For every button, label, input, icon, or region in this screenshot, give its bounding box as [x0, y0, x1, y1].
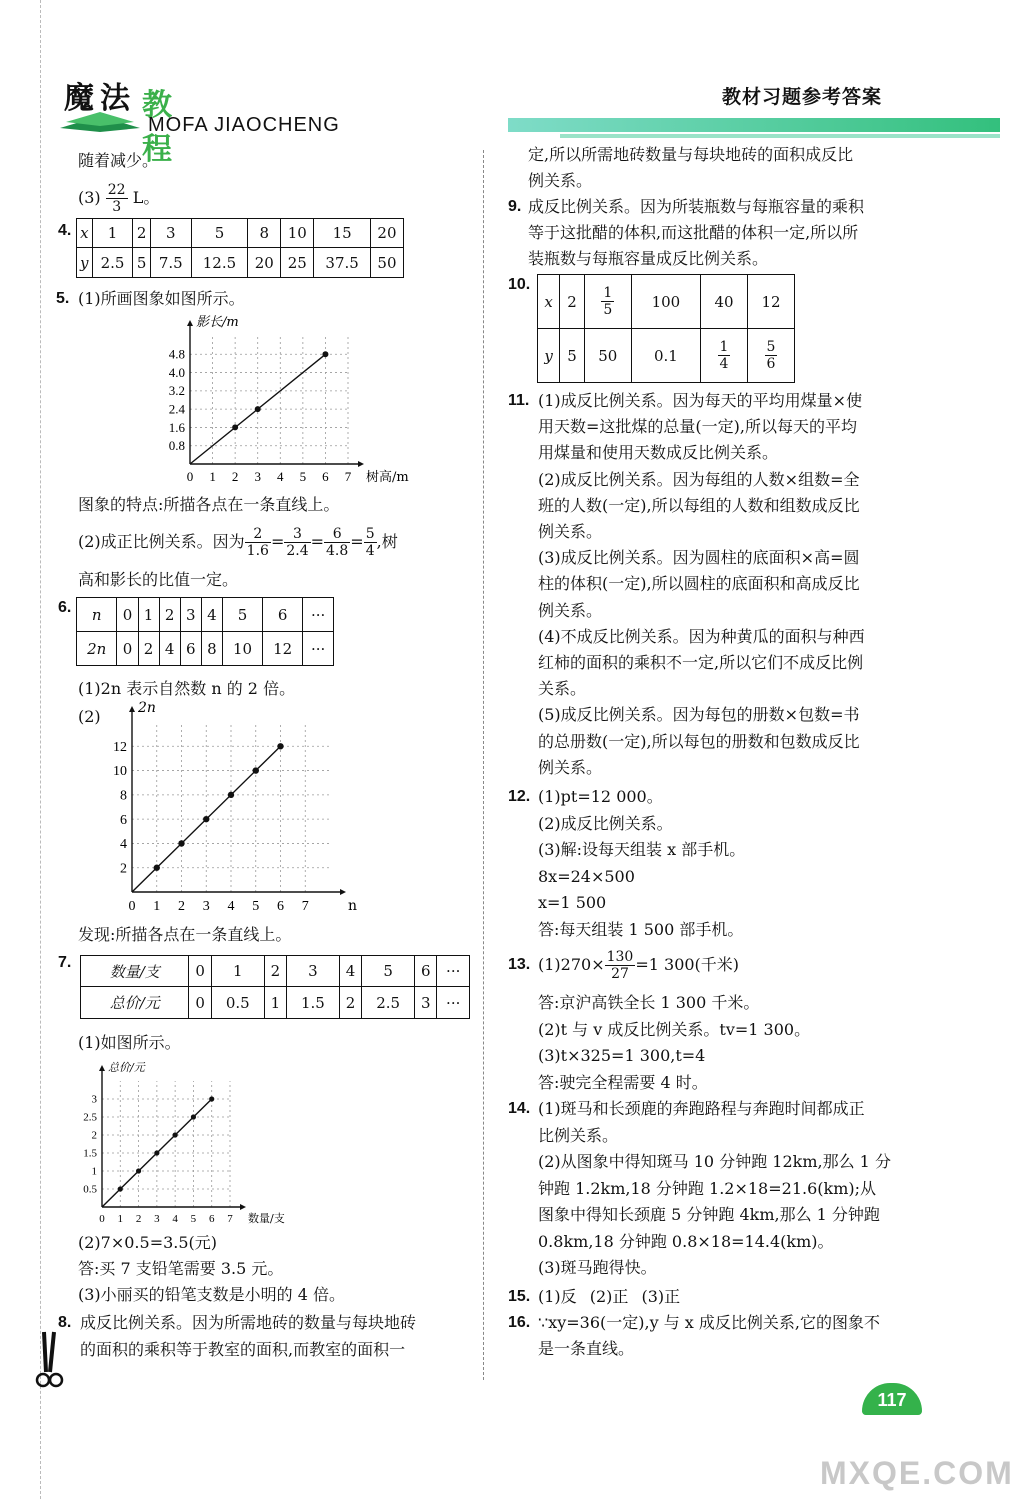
q13-frac-den: 27	[611, 966, 629, 982]
q15-number: 15.	[508, 1288, 531, 1305]
q5-part2	[78, 520, 398, 564]
table-cell: 2.5	[362, 987, 415, 1019]
x-tick-label: 6	[322, 469, 329, 484]
table-fraction	[601, 285, 614, 318]
table-cell: 25	[281, 248, 314, 278]
row-header-cell: 数量/支	[81, 956, 189, 987]
q13-part1	[538, 944, 739, 986]
table-cell: 2	[133, 219, 150, 248]
q13-line: 答:京沪高铁全长 1 300 千米。	[538, 993, 760, 1012]
table-cell: 1	[211, 956, 264, 987]
q14-line: (2)从图象中得知斑马 10 分钟跑 12km,那么 1 分	[538, 1152, 891, 1171]
y-tick-label: 0.5	[83, 1183, 97, 1196]
x-tick-label: 3	[254, 469, 261, 484]
q12-line: (2)成反比例关系。	[538, 813, 673, 833]
q5-number: 5.	[56, 290, 70, 307]
x-tick-label: 2	[178, 899, 185, 914]
page-title: 教材习题参考答案	[721, 86, 882, 108]
table-cell: 3	[415, 987, 437, 1019]
table-cell: 40	[701, 275, 748, 329]
equals-sign: =	[350, 532, 364, 551]
q3-unit: L。	[132, 188, 160, 207]
q10-table	[537, 274, 795, 383]
table-cell: 0	[117, 632, 138, 666]
q5-fraction	[364, 526, 377, 559]
data-point	[173, 1132, 178, 1137]
row-header-cell: n	[77, 598, 117, 632]
logo-text-en: MOFA JIAOCHENG	[148, 114, 340, 136]
x-axis-arrow	[358, 461, 364, 467]
binding-margin-line	[40, 0, 41, 1499]
svg-text:法: 法	[100, 81, 130, 116]
q13-fraction	[605, 949, 636, 982]
table-cell: 0	[189, 956, 211, 987]
table-cell: 10	[222, 632, 262, 666]
x-tick-label: 0	[128, 899, 136, 914]
q11-line: 柱的体积(一定),所以圆柱的底面积和高成反比	[538, 574, 860, 594]
q7-part1: (1)如图所示。	[78, 1033, 181, 1052]
frac-num: 5	[766, 339, 776, 355]
data-point	[118, 1186, 123, 1191]
q5-fraction	[284, 526, 310, 559]
q14-line: (3)斑马跑得快。	[538, 1258, 657, 1277]
data-point	[232, 424, 238, 430]
table-cell: 6	[415, 956, 437, 987]
y-tick-label: 10	[113, 764, 127, 780]
y-axis-label: 影长/m	[196, 315, 239, 330]
q11-line: 班的人数(一定),所以每组的人数和组数成反比	[538, 495, 860, 515]
q11-line: 红柿的面积的乘积不一定,所以它们不成反比例	[538, 653, 864, 672]
x-tick-label: 7	[227, 1213, 233, 1225]
data-point	[154, 1150, 159, 1155]
y-tick-label: 12	[113, 739, 127, 755]
q7-part2: (2)7×0.5=3.5(元)	[78, 1233, 218, 1252]
table-cell: 6	[180, 632, 201, 666]
y-tick-label: 1.5	[83, 1147, 97, 1160]
table-cell: 2	[138, 632, 159, 666]
q12-number: 12.	[508, 788, 531, 805]
x-axis-label: n	[348, 898, 358, 914]
q6-table	[76, 597, 334, 666]
q5-fractions	[245, 526, 377, 559]
y-axis-arrow	[187, 320, 193, 326]
q5-part2-line2: 高和影长的比值一定。	[78, 570, 239, 589]
table-cell: 20	[248, 248, 281, 278]
q4-row-y	[77, 248, 404, 278]
x-tick-label: 6	[208, 1213, 215, 1225]
y-tick-label: 3.2	[168, 383, 185, 399]
data-point	[136, 1168, 141, 1173]
y-tick-label: 2.5	[83, 1111, 97, 1124]
table-cell: 3	[150, 219, 191, 248]
frac-den: 4.8	[326, 543, 349, 559]
x-tick-label: 1	[153, 899, 161, 914]
y-tick-label: 4	[120, 837, 127, 853]
y-tick-label: 1	[91, 1165, 97, 1178]
q5-fraction	[245, 526, 271, 559]
x-tick-label: 1	[117, 1213, 124, 1225]
q14-number: 14.	[508, 1100, 531, 1117]
frac-num: 5	[365, 526, 375, 542]
column-divider	[483, 150, 484, 1380]
table-cell: 1	[264, 987, 286, 1019]
table-cell: 6	[263, 598, 303, 632]
q5-feature: 图象的特点:所描各点在一条直线上。	[78, 495, 340, 514]
y-tick-label: 2.4	[168, 401, 185, 417]
q5-part1: (1)所画图象如图所示。	[78, 289, 245, 308]
q10-number: 10.	[508, 276, 531, 293]
q6-row-2n	[77, 632, 334, 666]
y-tick-label: 4.0	[168, 364, 185, 380]
frac-den: 4	[365, 543, 375, 559]
q6-part1: (1)2n 表示自然数 n 的 2 倍。	[78, 679, 296, 698]
q6-found: 发现:所描各点在一条直线上。	[78, 925, 292, 944]
row-header-cell: y	[538, 329, 560, 383]
q16-line1: ∵xy=36(一定),y 与 x 成反比例关系,它的图象不	[538, 1313, 880, 1332]
frac-num: 6	[324, 526, 350, 543]
y-tick-label: 0.8	[168, 438, 185, 454]
table-cell: 1.5	[287, 987, 340, 1019]
x-tick-label: 7	[344, 469, 352, 484]
q12-line: (3)解:设每天组装 x 部手机。	[538, 840, 746, 859]
q3-frac-den: 3	[112, 199, 122, 215]
scissors-icon	[34, 1330, 68, 1390]
table-cell: 12	[747, 275, 794, 329]
equals-sign: =	[310, 532, 325, 551]
x-tick-label: 7	[301, 899, 309, 914]
page-number-badge	[862, 1383, 922, 1415]
row-header-cell: x	[77, 219, 93, 248]
data-point	[228, 792, 234, 798]
table-cell: 50	[584, 329, 631, 383]
table-cell: 2	[339, 987, 361, 1019]
q11-line: 用天数=这批煤的总量(一定),所以每天的平均	[538, 417, 857, 437]
table-cell: 1	[92, 219, 133, 248]
q3-answer	[78, 178, 159, 218]
table-cell: 12.5	[191, 248, 248, 278]
row-header-cell: 2n	[77, 632, 117, 666]
svg-text:魔: 魔	[64, 81, 94, 116]
q9-line3: 装瓶数与每瓶容量成反比例关系。	[528, 249, 769, 268]
table-cell: 0.5	[211, 987, 264, 1019]
q7-table	[80, 955, 470, 1019]
q11-line: 用煤量和使用天数成反比例关系。	[538, 443, 779, 463]
q13-line: (2)t 与 v 成反比例关系。tv=1 300。	[538, 1019, 811, 1039]
q11-line: 例关系。	[538, 522, 603, 541]
table-cell: ···	[437, 956, 470, 987]
x-tick-label: 0	[186, 469, 194, 484]
table-cell: 2.5	[92, 248, 133, 278]
q7-part3: (3)小丽买的铅笔支数是小明的 4 倍。	[78, 1285, 346, 1304]
q11-line: 例关系。	[538, 757, 603, 777]
q12-line: x=1 500	[538, 893, 607, 912]
y-tick-label: 1.6	[168, 419, 185, 435]
y-tick-label: 3	[91, 1093, 97, 1106]
frac-num: 1	[719, 339, 729, 355]
table-cell: 5	[133, 248, 150, 278]
table-cell: 15	[314, 219, 371, 248]
frac-den: 2.4	[286, 543, 309, 559]
q6-row-n	[77, 598, 334, 632]
q13-line: 答:驶完全程需要 4 时。	[538, 1072, 708, 1092]
x-tick-label: 4	[172, 1213, 178, 1225]
table-cell: 5	[222, 598, 262, 632]
left-line-1: 随着减少。	[78, 151, 159, 170]
q8-line2: 的面积的乘积等于教室的面积,而教室的面积一	[80, 1340, 406, 1359]
data-point	[255, 406, 261, 412]
table-cell: 0.1	[631, 329, 700, 383]
y-tick-label: 4.8	[168, 346, 185, 362]
table-cell: 10	[281, 219, 314, 248]
table-cell: 2	[159, 598, 180, 632]
x-tick-label: 4	[277, 469, 284, 484]
q9-line2: 等于这批醋的体积,而这批醋的体积一定,所以所	[528, 223, 859, 242]
y-tick-label: 2	[91, 1129, 97, 1142]
row-header-cell: x	[538, 275, 560, 329]
q7-part2-answer: 答:买 7 支铅笔需要 3.5 元。	[78, 1259, 284, 1278]
q6-part2-label: (2)	[78, 707, 101, 726]
q11-line: 关系。	[538, 679, 587, 699]
q11-number: 11.	[508, 392, 530, 409]
table-cell: 8	[248, 219, 281, 248]
table-cell: ···	[437, 987, 470, 1019]
q12-line: 答:每天组装 1 500 部手机。	[538, 919, 744, 939]
table-cell: 0	[189, 987, 211, 1019]
q14-line: 0.8km,18 分钟跑 0.8×18=14.4(km)。	[538, 1231, 834, 1251]
q10-row-y	[538, 329, 795, 383]
q5-fraction	[324, 526, 350, 559]
q6-number: 6.	[58, 599, 72, 616]
q5-part2-post: ,树	[376, 532, 398, 551]
x-axis-arrow	[340, 889, 346, 895]
table-cell: 100	[631, 275, 700, 329]
data-point	[191, 1114, 196, 1119]
q16-number: 16.	[508, 1314, 531, 1331]
table-cell: 3	[287, 956, 340, 987]
q9-line1: 成反比例关系。因为所装瓶数与每瓶容量的乘积	[528, 197, 865, 216]
frac-den: 6	[766, 356, 776, 372]
table-cell: 0	[117, 598, 138, 632]
data-point	[209, 1096, 214, 1101]
data-point	[322, 351, 328, 357]
q14-line: (1)斑马和长颈鹿的奔跑路程与奔跑时间都成正	[538, 1099, 865, 1118]
y-axis-arrow	[99, 1065, 105, 1071]
q5-part2-text: (2)成正比例关系。因为	[78, 532, 245, 551]
right-line-1: 定,所以所需地砖数量与每块地砖的面积成反比	[528, 145, 854, 164]
y-axis-label: 总价/元	[108, 1061, 145, 1074]
q15-answer: (1)反 (2)正 (3)正	[538, 1287, 681, 1306]
logo-text-cn: 教程	[142, 88, 174, 167]
q4-number: 4.	[58, 222, 72, 239]
x-tick-label: 1	[209, 469, 216, 484]
table-cell: 4	[159, 632, 180, 666]
q14-line: 图象中得知长颈鹿 5 分钟跑 4km,那么 1 分钟跑	[538, 1205, 880, 1224]
header-bar-thin	[560, 134, 1000, 138]
table-cell: 20	[370, 219, 403, 248]
q3-label: (3)	[78, 188, 101, 207]
data-point	[277, 743, 283, 749]
frac-den: 5	[603, 302, 613, 318]
frac-num: 2	[245, 526, 271, 543]
q7-row-qty	[81, 956, 470, 987]
x-tick-label: 0	[99, 1213, 105, 1225]
q10-row-x	[538, 275, 795, 329]
q11-line: 例关系。	[538, 600, 603, 620]
q14-line: 钟跑 1.2km,18 分钟跑 1.2×18=21.6(km);从	[538, 1178, 877, 1198]
x-tick-label: 3	[202, 899, 210, 914]
q13-frac-num: 130	[606, 949, 634, 965]
frac-num: 1	[603, 285, 613, 301]
x-tick-label: 5	[299, 469, 307, 484]
q13-number: 13.	[508, 956, 531, 973]
frac-den: 1.6	[246, 543, 269, 559]
q4-table	[76, 218, 404, 278]
y-axis-arrow	[129, 706, 135, 712]
table-cell: 3	[180, 598, 201, 632]
q8-number: 8.	[58, 1314, 72, 1331]
q13-pre: (1)270×	[538, 955, 605, 974]
table-fraction	[765, 339, 778, 372]
x-axis-label: 数量/支	[248, 1212, 285, 1225]
table-cell: 12	[263, 632, 303, 666]
q13-line: (3)t×325=1 300,t=4	[538, 1046, 706, 1065]
q11-line: (4)不成反比例关系。因为种黄瓜的面积与种西	[538, 626, 865, 646]
q16-line2: 是一条直线。	[538, 1339, 635, 1358]
x-tick-label: 6	[277, 899, 284, 914]
table-cell: 37.5	[314, 248, 371, 278]
q11-line: (2)成反比例关系。因为每组的人数×组数=全	[538, 469, 860, 489]
chart-price-vs-qty	[74, 1055, 304, 1230]
q11-line: (1)成反比例关系。因为每天的平均用煤量×使	[538, 391, 863, 410]
table-cell	[701, 329, 748, 383]
x-tick-label: 5	[190, 1213, 197, 1225]
page-number: 117	[877, 1390, 907, 1410]
frac-den: 4	[719, 356, 729, 372]
data-point	[178, 840, 184, 846]
table-cell: 4	[201, 598, 222, 632]
header-bar	[508, 118, 1000, 132]
q8-line1: 成反比例关系。因为所需地砖的数量与每块地砖	[80, 1313, 417, 1332]
x-tick-label: 2	[231, 469, 239, 484]
table-cell: 50	[370, 248, 403, 278]
q9-number: 9.	[508, 198, 522, 215]
table-cell: 5	[362, 956, 415, 987]
y-tick-label: 8	[120, 788, 127, 804]
x-axis-arrow	[240, 1204, 246, 1210]
q7-number: 7.	[58, 954, 72, 971]
table-cell	[747, 329, 794, 383]
q11-line: 的总册数(一定),所以每包的册数和包数成反比	[538, 731, 860, 751]
data-point	[203, 816, 209, 822]
x-axis-label: 树高/m	[366, 470, 409, 485]
q3-fraction	[106, 182, 128, 215]
table-fraction	[718, 339, 731, 372]
q7-row-price	[81, 987, 470, 1019]
q4-row-x	[77, 219, 404, 248]
row-header-cell: y	[77, 248, 93, 278]
table-cell: 5	[191, 219, 248, 248]
table-cell: 2	[560, 275, 585, 329]
table-cell: 2	[264, 956, 286, 987]
q11-line: (3)成反比例关系。因为圆柱的底面积×高=圆	[538, 548, 860, 568]
x-tick-label: 2	[135, 1213, 142, 1225]
y-tick-label: 6	[120, 812, 127, 828]
q13-post: =1 300(千米)	[635, 955, 740, 974]
table-cell: 7.5	[150, 248, 191, 278]
frac-num: 3	[284, 526, 310, 543]
table-cell: 8	[201, 632, 222, 666]
x-tick-label: 4	[227, 899, 235, 914]
table-cell: 4	[339, 956, 361, 987]
right-line-2: 例关系。	[528, 171, 593, 190]
table-cell	[584, 275, 631, 329]
q14-line: 比例关系。	[538, 1125, 619, 1145]
x-tick-label: 5	[252, 899, 260, 914]
q11-line: (5)成反比例关系。因为每包的册数×包数=书	[538, 705, 860, 725]
equals-sign: =	[270, 532, 285, 551]
q12-line: 8x=24×500	[538, 866, 635, 886]
row-header-cell: 总价/元	[81, 987, 189, 1019]
table-cell: 5	[560, 329, 585, 383]
watermark-text: MXQE.COM	[820, 1455, 1014, 1491]
data-point	[154, 865, 160, 871]
table-cell: 1	[138, 598, 159, 632]
chart-2n-vs-n	[104, 700, 358, 920]
y-tick-label: 2	[120, 861, 127, 877]
q12-line: (1)pt=12 000。	[538, 787, 663, 806]
y-axis-label: 2n	[138, 700, 156, 716]
table-cell: ···	[303, 632, 334, 666]
x-tick-label: 3	[154, 1213, 160, 1225]
chart-shadow-vs-height	[150, 312, 409, 490]
q3-frac-num: 22	[107, 182, 126, 198]
data-point	[253, 767, 259, 773]
table-cell: ···	[303, 598, 334, 632]
